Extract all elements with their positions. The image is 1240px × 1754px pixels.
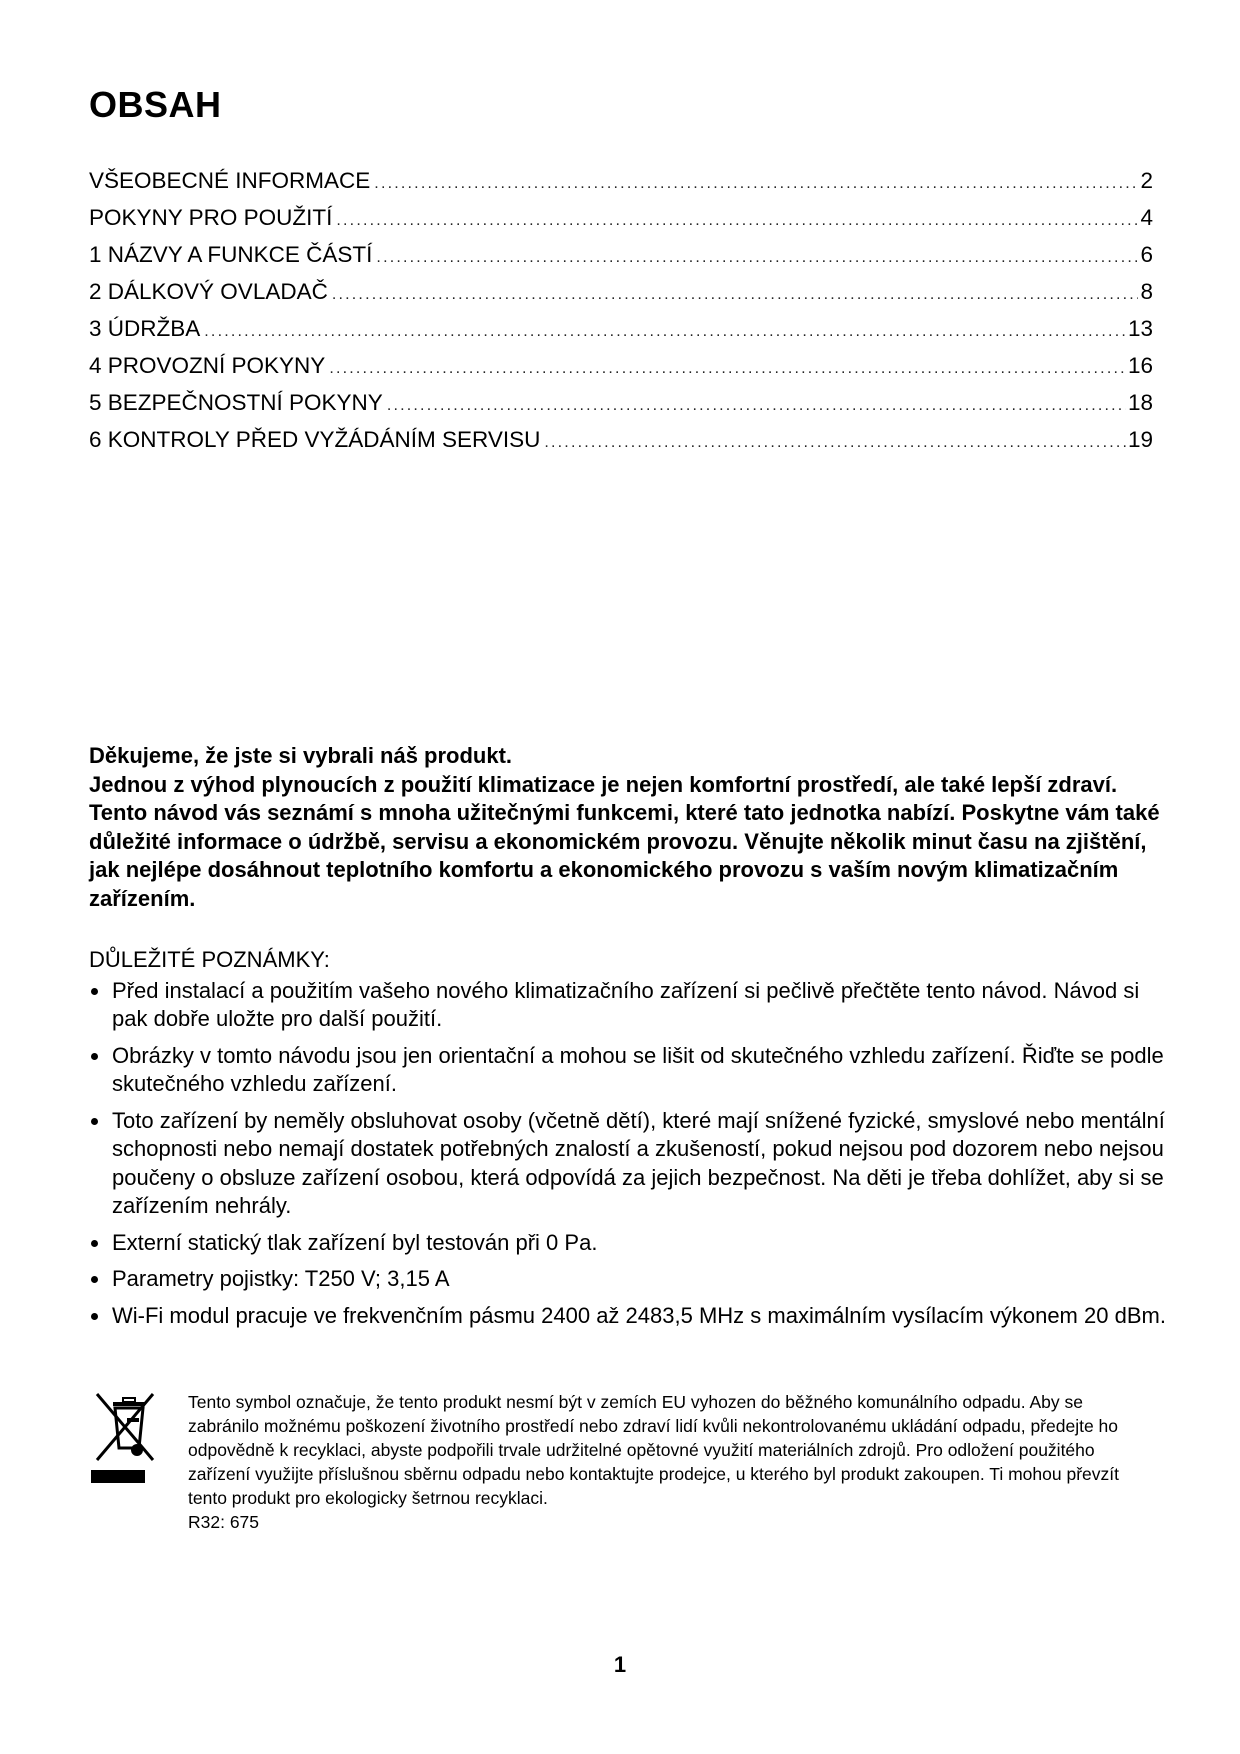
toc-entry-page: 8 bbox=[1140, 279, 1153, 304]
table-of-contents bbox=[89, 168, 1153, 464]
notes-heading: DŮLEŽITÉ POZNÁMKY: bbox=[89, 947, 330, 972]
note-item: Obrázky v tomto návodu jsou jen orientační a mohou se lišit od skutečného vzhledu zařízení. Řiďte se podle skutečného vzhledu zařízení. bbox=[89, 1042, 1169, 1099]
toc-entry[interactable] bbox=[89, 205, 1153, 242]
toc-leader-dots bbox=[376, 249, 1138, 267]
toc-entry-page: 19 bbox=[1127, 427, 1153, 452]
toc-leader-dots bbox=[387, 397, 1126, 415]
toc-leader-dots bbox=[332, 286, 1139, 304]
toc-entry-label: VŠEOBECNÉ INFORMACE bbox=[89, 168, 371, 193]
bullet-icon bbox=[91, 1053, 98, 1060]
note-item: Externí statický tlak zařízení byl testován při 0 Pa. bbox=[89, 1229, 1169, 1258]
toc-entry-page: 13 bbox=[1127, 316, 1153, 341]
note-item: Wi-Fi modul pracuje ve frekvenčním pásmu 2400 až 2483,5 MHz s maximálním vysílacím výkonem 20 dBm. bbox=[89, 1302, 1169, 1331]
important-notes bbox=[89, 946, 1169, 1338]
page-title: OBSAH bbox=[89, 84, 222, 125]
intro-section bbox=[89, 742, 1169, 913]
toc-entry[interactable] bbox=[89, 316, 1153, 353]
toc-entry[interactable] bbox=[89, 168, 1153, 205]
toc-entry[interactable] bbox=[89, 427, 1153, 464]
toc-entry-page: 2 bbox=[1140, 168, 1153, 193]
toc-entry-page: 6 bbox=[1140, 242, 1153, 267]
intro-body: Jednou z výhod plynoucích z použití klimatizace je nejen komfortní prostředí, ale také lepší zdraví. Tento návod vás seznámí s mnoha užitečnými funkcemi, které tato jednotka nabízí. Poskytne vám také důležité informace o údržbě, servisu a ekonomickém provozu. Věnujte několik minut času na zjištění, jak nejlépe dosáhnout teplotního komfortu a ekonomického provozu s vaším novým klimatizačním zařízením. bbox=[89, 771, 1160, 911]
note-item: Před instalací a použitím vašeho nového klimatizačního zařízení si pečlivě přečtěte tento návod. Návod si pak dobře uložte pro další použití. bbox=[89, 977, 1169, 1034]
toc-entry-label: 6 KONTROLY PŘED VYŽÁDÁNÍM SERVISU bbox=[89, 427, 541, 452]
toc-entry-label: 4 PROVOZNÍ POKYNY bbox=[89, 353, 326, 378]
toc-leader-dots bbox=[336, 212, 1138, 230]
page-number: 1 bbox=[613, 1652, 627, 1677]
notes-list bbox=[89, 977, 1169, 1331]
bullet-icon bbox=[91, 1276, 98, 1283]
note-item: Parametry pojistky: T250 V; 3,15 A bbox=[89, 1265, 1169, 1294]
toc-leader-dots bbox=[544, 434, 1126, 452]
toc-entry-label: 2 DÁLKOVÝ OVLADAČ bbox=[89, 279, 328, 304]
bullet-icon bbox=[91, 1240, 98, 1247]
toc-leader-dots bbox=[329, 360, 1126, 378]
toc-entry-page: 4 bbox=[1140, 205, 1153, 230]
toc-leader-dots bbox=[374, 175, 1138, 193]
intro-thanks: Děkujeme, že jste si vybrali náš produkt. bbox=[89, 743, 513, 768]
toc-entry[interactable] bbox=[89, 242, 1153, 279]
toc-leader-dots bbox=[204, 323, 1126, 341]
toc-entry-label: 1 NÁZVY A FUNKCE ČÁSTÍ bbox=[89, 242, 373, 267]
weee-crossed-bin-icon bbox=[89, 1390, 169, 1490]
refrigerant-info: R32: 675 bbox=[188, 1512, 260, 1532]
bullet-icon bbox=[91, 988, 98, 995]
toc-entry[interactable] bbox=[89, 353, 1153, 390]
toc-entry-label: 3 ÚDRŽBA bbox=[89, 316, 201, 341]
toc-entry-page: 18 bbox=[1127, 390, 1153, 415]
toc-entry[interactable] bbox=[89, 279, 1153, 316]
toc-entry-label: POKYNY PRO POUŽITÍ bbox=[89, 205, 333, 230]
bullet-icon bbox=[91, 1118, 98, 1125]
disposal-notice bbox=[188, 1390, 1148, 1534]
toc-entry-page: 16 bbox=[1127, 353, 1153, 378]
bullet-icon bbox=[91, 1313, 98, 1320]
toc-entry[interactable] bbox=[89, 390, 1153, 427]
disposal-text: Tento symbol označuje, že tento produkt nesmí být v zemích EU vyhozen do běžného komunálního odpadu. Aby se zabránilo možnému poškození životního prostředí nebo zdraví lidí kvůli nekontrolovanému ukládání odpadu, předejte ho odpovědně k recyklaci, abyste podpořili trvale udržitelné opětovné využití materiálních zdrojů. Pro odložení použitého zařízení využijte příslušnou sběrnu odpadu nebo kontaktujte prodejce, u kterého byl produkt zakoupen. Ti mohou převzít tento produkt pro ekologicky šetrnou recyklaci. bbox=[188, 1392, 1119, 1508]
toc-entry-label: 5 BEZPEČNOSTNÍ POKYNY bbox=[89, 390, 383, 415]
note-item: Toto zařízení by neměly obsluhovat osoby (včetně dětí), které mají snížené fyzické, smyslové nebo mentální schopnosti nebo nemají dostatek potřebných znalostí a zkušeností, pokud nejsou pod dozorem nebo nejsou poučeny o obsluze zařízení osobou, která odpovídá za jejich bezpečnost. Na děti je třeba dohlížet, aby si se zařízením nehrály. bbox=[89, 1107, 1169, 1221]
